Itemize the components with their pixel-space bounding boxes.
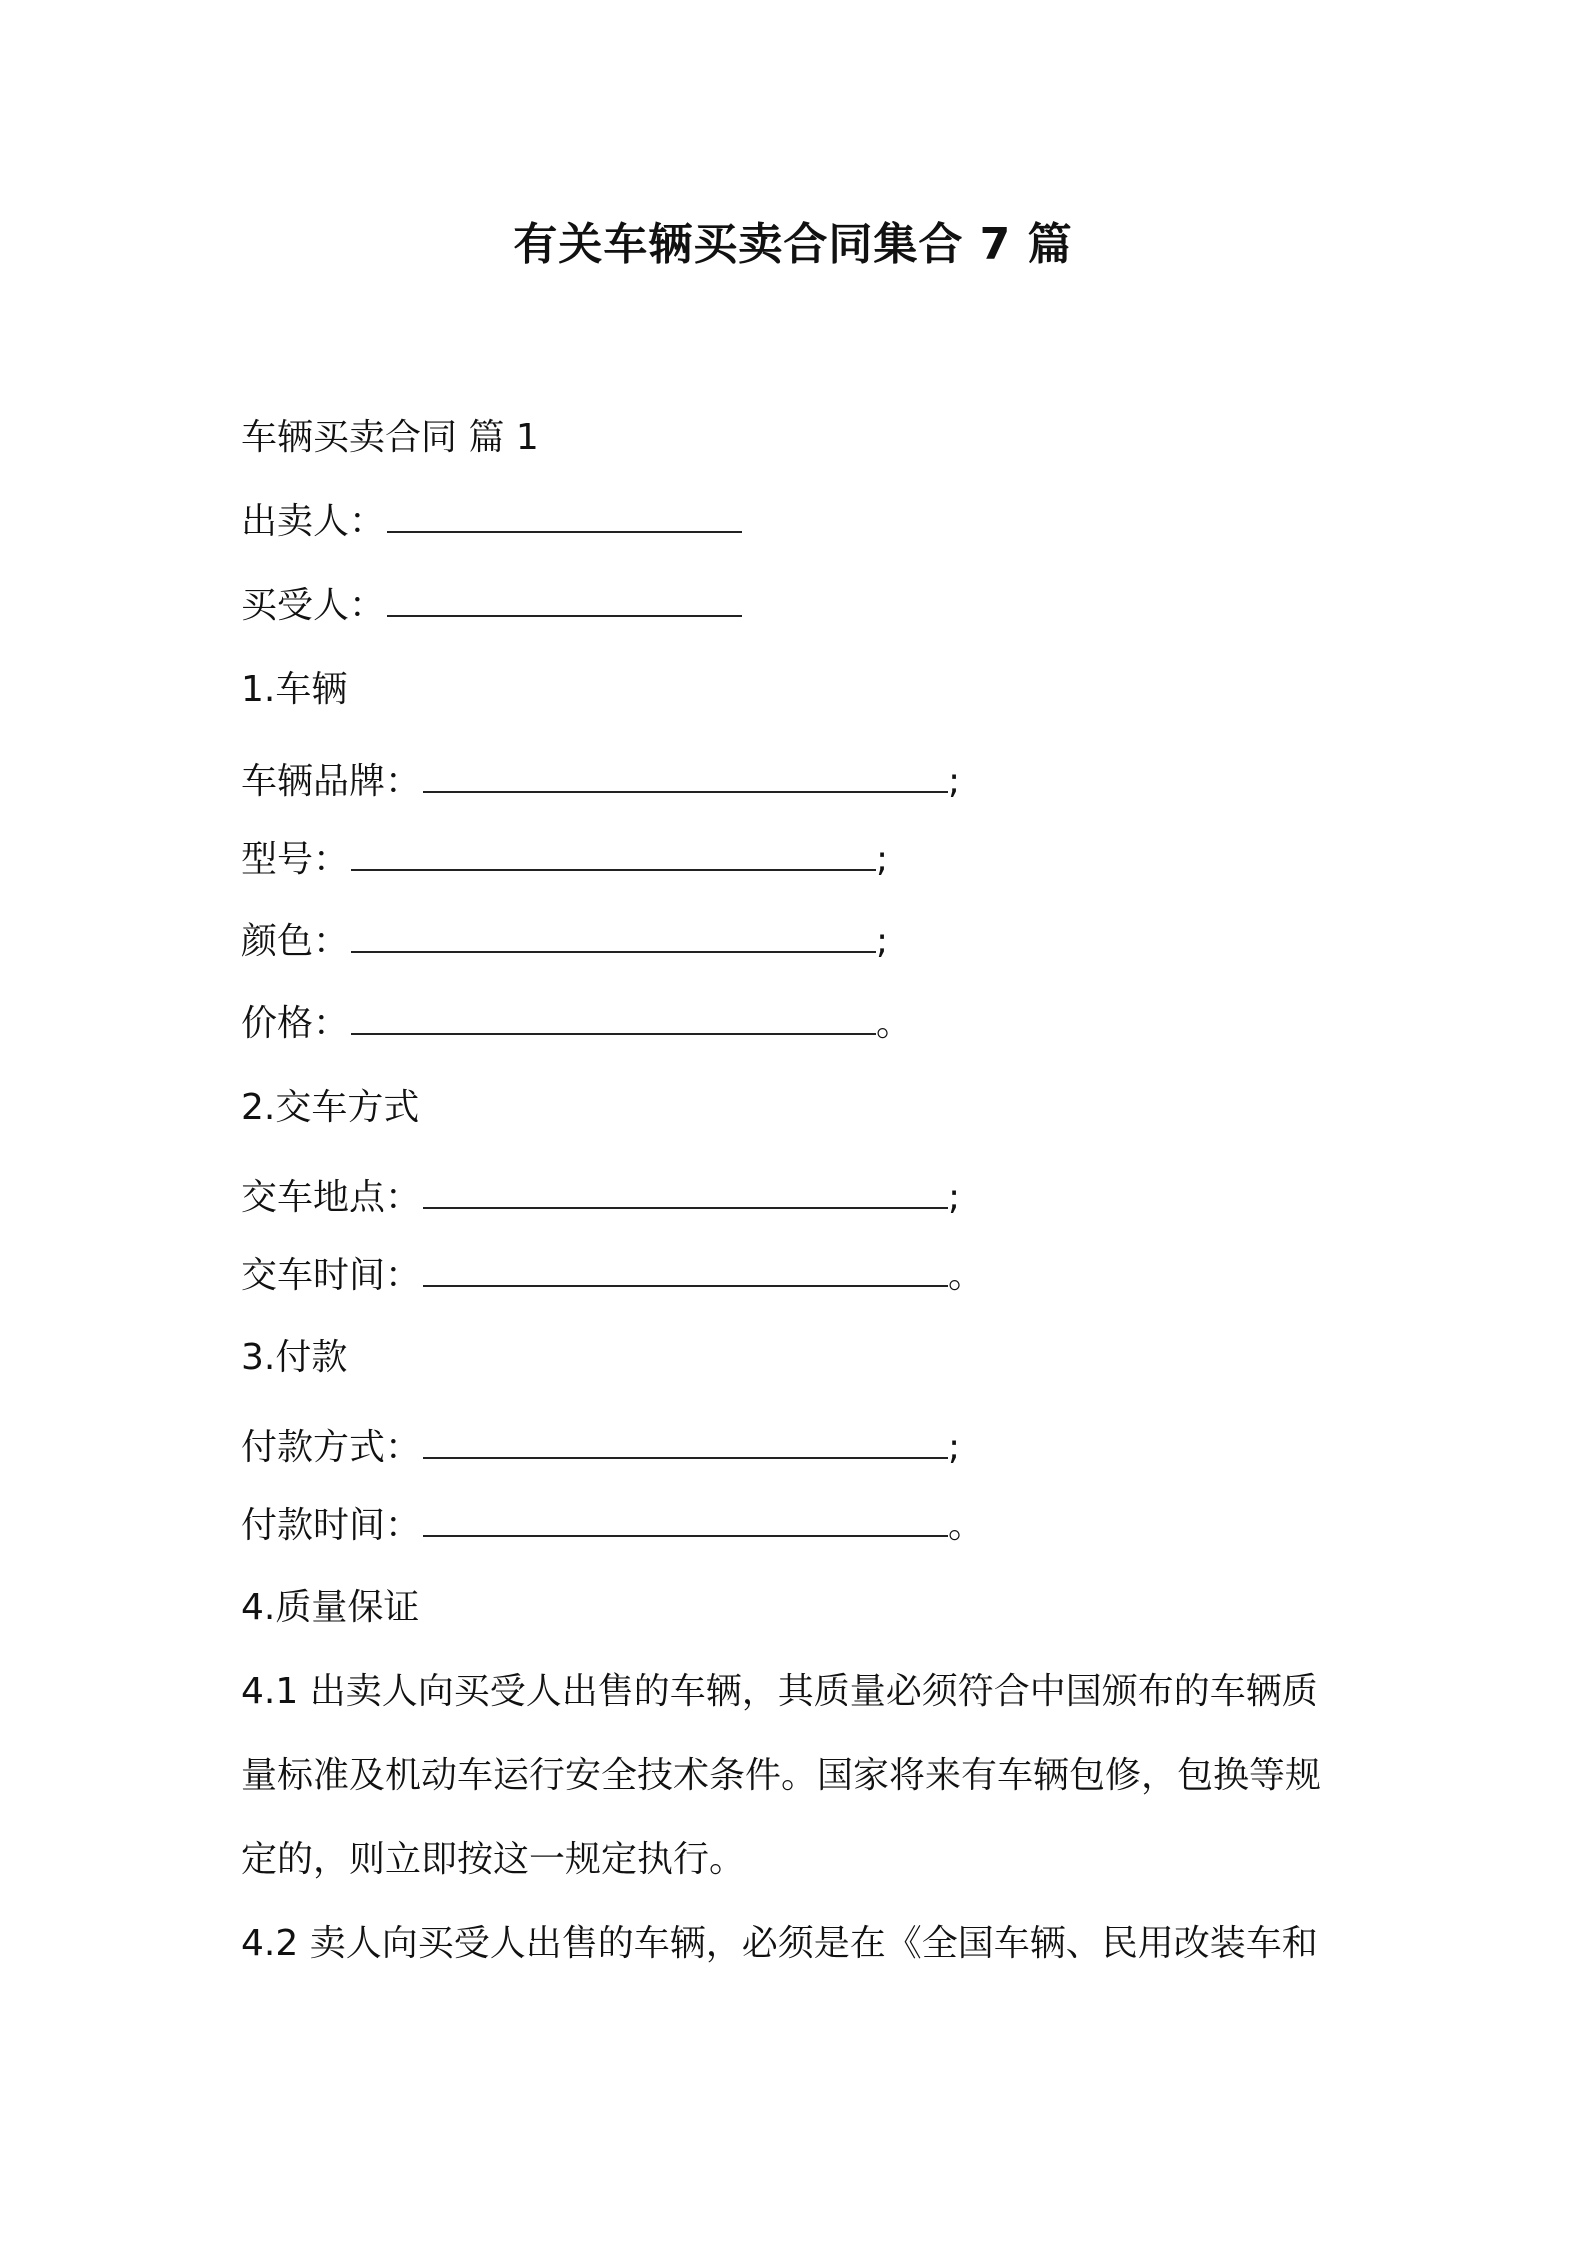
heading-vehicle: 1.车辆	[241, 669, 348, 710]
seller-blank[interactable]	[387, 501, 742, 533]
price-label: 价格：	[241, 1003, 350, 1044]
pay-method-label: 付款方式：	[241, 1427, 422, 1468]
document-title: 有关车辆买卖合同集合 7 篇	[513, 219, 1073, 270]
brand-end: ;	[948, 761, 961, 802]
delivery-time-end: 。	[948, 1255, 985, 1296]
pay-method-field	[241, 1424, 960, 1472]
price-field	[241, 1000, 912, 1048]
heading-payment: 3.付款	[241, 1337, 348, 1378]
clause-4-1-line-1: 4.1 出卖人向买受人出售的车辆，其质量必须符合中国颁布的车辆质	[241, 1671, 1318, 1712]
model-field	[241, 836, 888, 884]
model-end: ;	[876, 839, 889, 880]
place-blank[interactable]	[423, 1177, 948, 1209]
pay-time-field	[241, 1502, 984, 1550]
clause-4-1-line-2: 量标准及机动车运行安全技术条件。国家将来有车辆包修，包换等规	[241, 1755, 1322, 1796]
model-blank[interactable]	[351, 839, 876, 871]
brand-blank[interactable]	[423, 761, 948, 793]
heading-delivery: 2.交车方式	[241, 1087, 420, 1128]
place-label: 交车地点：	[241, 1177, 422, 1218]
price-blank[interactable]	[351, 1003, 876, 1035]
brand-label: 车辆品牌：	[241, 761, 422, 802]
pay-time-blank[interactable]	[423, 1505, 948, 1537]
pay-time-label: 付款时间：	[241, 1505, 422, 1546]
seller-label: 出卖人：	[241, 501, 386, 542]
brand-field	[241, 758, 960, 806]
price-end: 。	[876, 1003, 913, 1044]
seller-field	[241, 498, 742, 546]
buyer-label: 买受人：	[241, 585, 386, 626]
buyer-field	[241, 582, 742, 630]
heading-quality: 4.质量保证	[241, 1587, 420, 1628]
delivery-time-blank[interactable]	[423, 1255, 948, 1287]
color-label: 颜色：	[241, 921, 350, 962]
color-end: ;	[876, 921, 889, 962]
place-field	[241, 1174, 960, 1222]
place-end: ;	[948, 1177, 961, 1218]
model-label: 型号：	[241, 839, 350, 880]
section-heading: 车辆买卖合同 篇 1	[241, 417, 539, 458]
clause-4-2-line-1: 4.2 卖人向买受人出售的车辆，必须是在《全国车辆、民用改装车和	[241, 1923, 1318, 1964]
buyer-blank[interactable]	[387, 585, 742, 617]
color-blank[interactable]	[351, 921, 876, 953]
delivery-time-label: 交车时间：	[241, 1255, 422, 1296]
color-field	[241, 918, 888, 966]
pay-time-end: 。	[948, 1505, 985, 1546]
pay-method-blank[interactable]	[423, 1427, 948, 1459]
delivery-time-field	[241, 1252, 984, 1300]
clause-4-1-line-3: 定的，则立即按这一规定执行。	[241, 1839, 746, 1880]
pay-method-end: ;	[948, 1427, 961, 1468]
